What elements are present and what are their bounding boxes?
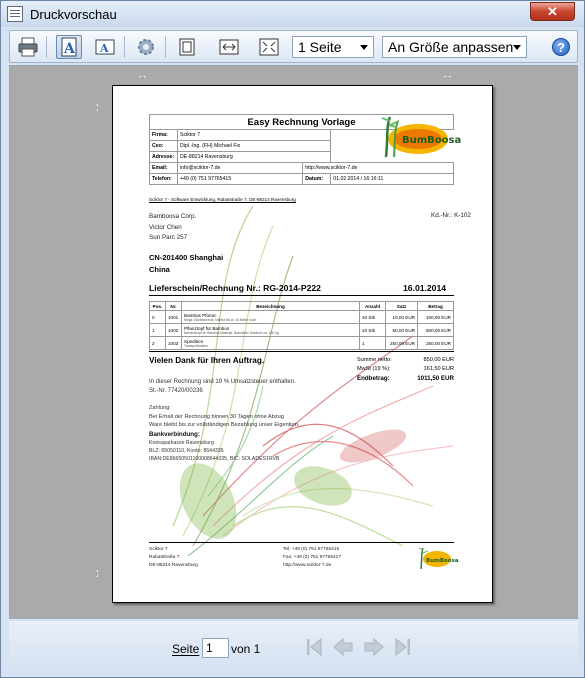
printer-icon — [17, 37, 39, 57]
top-margin-marker-icon[interactable]: ↕ — [94, 99, 101, 114]
field-label: Datum: — [303, 174, 331, 185]
field-value: Sciktor 7 — [178, 130, 331, 141]
column-header: Anzahl — [360, 302, 386, 311]
page-number-input[interactable]: 1 — [202, 638, 229, 658]
total-value: 1011,50 EUR — [417, 375, 454, 382]
preview-page — [112, 85, 493, 603]
title-bar[interactable] — [1, 1, 584, 27]
payment-line: Ware bleibt bis zur vollständigen Bezahlung unser Eigentum. — [149, 422, 300, 428]
help-icon: ? — [552, 38, 570, 56]
first-page-button[interactable] — [302, 636, 326, 658]
cell-nr: 1003 — [166, 337, 182, 350]
recipient-line: Victor Chen — [149, 223, 182, 231]
item-name: Bambus Pfonec — [184, 312, 217, 318]
page-label: Seite — [172, 642, 200, 656]
total-label: MwSt (19 %): — [357, 366, 391, 372]
footer-line: Fax: +49 (0) 751 97765417 — [283, 555, 342, 561]
column-header: Satz — [386, 302, 418, 311]
document-date: 16.01.2014 — [403, 283, 447, 293]
tax-number: St.-Nr. 77420/00236 — [149, 388, 203, 394]
settings-button[interactable] — [133, 35, 159, 59]
page-count-select[interactable]: 1 Seite — [292, 36, 374, 58]
item-desc: Bambustopf für Bambus Material: Naturstein Gewicht: ca. 180 kg — [184, 330, 279, 335]
field-value: +49 (0) 751 97765415 — [178, 174, 303, 185]
next-page-icon — [363, 637, 385, 657]
chevron-down-icon — [513, 45, 521, 50]
next-page-button[interactable] — [362, 636, 386, 658]
item-desc: Mega Glückbambus, stärkst bis zu 18 Meter hoch — [184, 317, 257, 322]
window-icon — [7, 6, 23, 22]
page-font-button[interactable] — [56, 35, 82, 59]
footer-line: http://www.sciktor-7.de — [283, 563, 332, 569]
item-name: Spedition — [184, 338, 204, 344]
toolbar — [9, 30, 578, 63]
field-label: Adresse: — [150, 152, 178, 163]
bank-heading: Bankverbindung: — [149, 431, 200, 438]
bank-line: Kreissparkasse Ravensburg — [149, 440, 214, 446]
field-value: info@sciktor-7.de — [178, 163, 303, 174]
print-button[interactable] — [15, 35, 41, 59]
cell-qty: 10 Stk — [360, 311, 386, 324]
field-value: Dipl.-Ing. (FH) Michael Fix — [178, 141, 331, 152]
last-page-button[interactable] — [391, 636, 415, 658]
page-view-icon — [177, 37, 197, 57]
total-value: 850,00 EUR — [423, 357, 454, 363]
recipient-address — [149, 212, 196, 244]
footer-line: Tel: +49 (0) 751 97765415 — [283, 547, 340, 552]
total-label: Summe netto: — [357, 357, 392, 363]
footer-line: Rabatstraße 7 — [149, 555, 180, 561]
customer-number: Kd.-Nr.: K-102 — [431, 212, 471, 219]
field-label: Telefon: — [150, 174, 178, 185]
right-margin-marker-icon[interactable]: ↔ — [441, 67, 454, 82]
field-value: http://www.sciktor-7.de — [303, 163, 454, 174]
payment-line: Zahlung: — [149, 405, 171, 411]
page-view-button[interactable] — [174, 35, 200, 59]
page-count-label: von 1 — [231, 642, 261, 656]
previous-page-icon — [332, 637, 354, 657]
field-value: DE-88214 Ravensburg — [178, 152, 331, 163]
field-value: 01.02.2014 / 16:16:11 — [331, 174, 454, 185]
column-header: Pos. — [150, 302, 166, 311]
bank-details — [149, 431, 279, 463]
left-margin-marker-icon[interactable]: ↔ — [136, 67, 149, 82]
field-label: Firma: — [150, 130, 178, 141]
column-header: Bezeichnung — [182, 302, 360, 311]
field-label: Ceo: — [150, 141, 178, 152]
document-heading: Lieferschein/Rechnung Nr.: RG-2014-P222 — [149, 283, 321, 293]
footer-divider — [149, 542, 454, 543]
items-table — [149, 301, 454, 350]
bank-line: BLZ: 65050110, Konto: 8644335 — [149, 448, 224, 454]
cell-amount: 500,00 EUR — [418, 324, 454, 337]
table-row — [150, 324, 454, 337]
font-icon — [95, 37, 115, 57]
help-button[interactable] — [548, 35, 574, 59]
close-button[interactable]: ✕ — [530, 2, 575, 21]
settings-gear-icon — [136, 37, 156, 57]
footer-line: Sciktor 7 — [149, 547, 168, 552]
cell-amount: 100,00 EUR — [418, 311, 454, 324]
bank-line: IBAN:DE86650501100008644335, BIC: SOLADES1RVB — [149, 456, 280, 462]
cell-qty: 10 Stk — [360, 324, 386, 337]
cell-pos: 0 — [150, 311, 166, 324]
fit-width-button[interactable] — [216, 35, 242, 59]
cell-rate: 250,00 EUR — [386, 337, 418, 350]
recipient-line: Bamboosa Corp. — [149, 213, 197, 220]
preview-area[interactable] — [9, 65, 578, 619]
footer-logo-text: BumBoosa — [426, 558, 459, 564]
divider — [149, 351, 454, 352]
cell-rate: 50,00 EUR — [386, 324, 418, 337]
chevron-down-icon — [360, 45, 368, 50]
first-page-icon — [304, 637, 324, 657]
svg-text:A: A — [100, 42, 109, 55]
country-line: China — [149, 265, 170, 274]
payment-line: Bei Erhalt der Rechnung binnen 30 Tagen ohne Abzug — [149, 413, 284, 420]
payment-terms — [149, 404, 300, 430]
recipient-city — [149, 252, 223, 276]
footer-logo — [415, 547, 459, 569]
footer-left — [149, 546, 198, 571]
svg-text:A: A — [64, 41, 75, 57]
zoom-select[interactable]: An Größe anpassen — [382, 36, 527, 58]
tax-line: In dieser Rechnung sind 19 % Umsatzsteuer enthalten. — [149, 379, 296, 385]
footer-right — [283, 546, 341, 571]
cell-pos: 1 — [150, 324, 166, 337]
item-desc: Transportkosten — [184, 343, 208, 348]
logo-text: BumBoosa — [402, 135, 462, 146]
tax-note — [149, 378, 296, 396]
footer-line: DE-88214 Ravensburg — [149, 563, 198, 569]
cell-nr: 1002 — [166, 324, 182, 337]
cell-description — [182, 337, 360, 350]
grand-total-row — [357, 374, 454, 383]
cell-amount: 250,00 EUR — [418, 337, 454, 350]
page-font-icon — [60, 37, 78, 57]
items-header-row — [150, 302, 454, 311]
item-name: Pflanztopf für Bambus — [184, 325, 230, 331]
previous-page-button[interactable] — [331, 636, 355, 658]
total-row — [357, 356, 454, 365]
total-row — [357, 365, 454, 374]
bottom-margin-marker-icon[interactable]: ↕ — [94, 565, 101, 580]
cell-qty: 1 — [360, 337, 386, 350]
field-label: Email: — [150, 163, 178, 174]
cell-description — [182, 324, 360, 337]
last-page-icon — [393, 637, 413, 657]
city-line: CN-201400 Shanghai — [149, 253, 224, 262]
window-title: Druckvorschau — [30, 7, 117, 22]
document-title: Easy Rechnung Vorlage — [150, 115, 454, 130]
total-value: 161,50 EUR — [423, 366, 454, 372]
sender-line: Sciktor 7 - Software Entwicklung, Rabatstraße 7, DE-88214 Ravensburg — [149, 197, 296, 202]
total-label: Endbetrag: — [357, 375, 390, 382]
column-header: Betrag — [418, 302, 454, 311]
table-row — [150, 337, 454, 350]
font-button[interactable] — [92, 35, 118, 59]
cell-pos: 2 — [150, 337, 166, 350]
column-header: Nr. — [166, 302, 182, 311]
invoice-document — [113, 86, 494, 604]
fit-page-button[interactable] — [256, 35, 282, 59]
fit-width-icon — [218, 37, 240, 57]
recipient-line: Sun Parc 257 — [149, 234, 188, 241]
divider — [149, 295, 454, 296]
navigation-bar — [9, 621, 578, 673]
thanks-message: Vielen Dank für Ihren Auftrag. — [149, 356, 265, 365]
cell-rate: 10,00 EUR — [386, 311, 418, 324]
fit-page-icon — [258, 37, 280, 57]
totals-block — [357, 356, 454, 383]
cell-nr: 1001 — [166, 311, 182, 324]
table-row — [150, 311, 454, 324]
cell-description — [182, 311, 360, 324]
company-logo — [368, 115, 462, 158]
